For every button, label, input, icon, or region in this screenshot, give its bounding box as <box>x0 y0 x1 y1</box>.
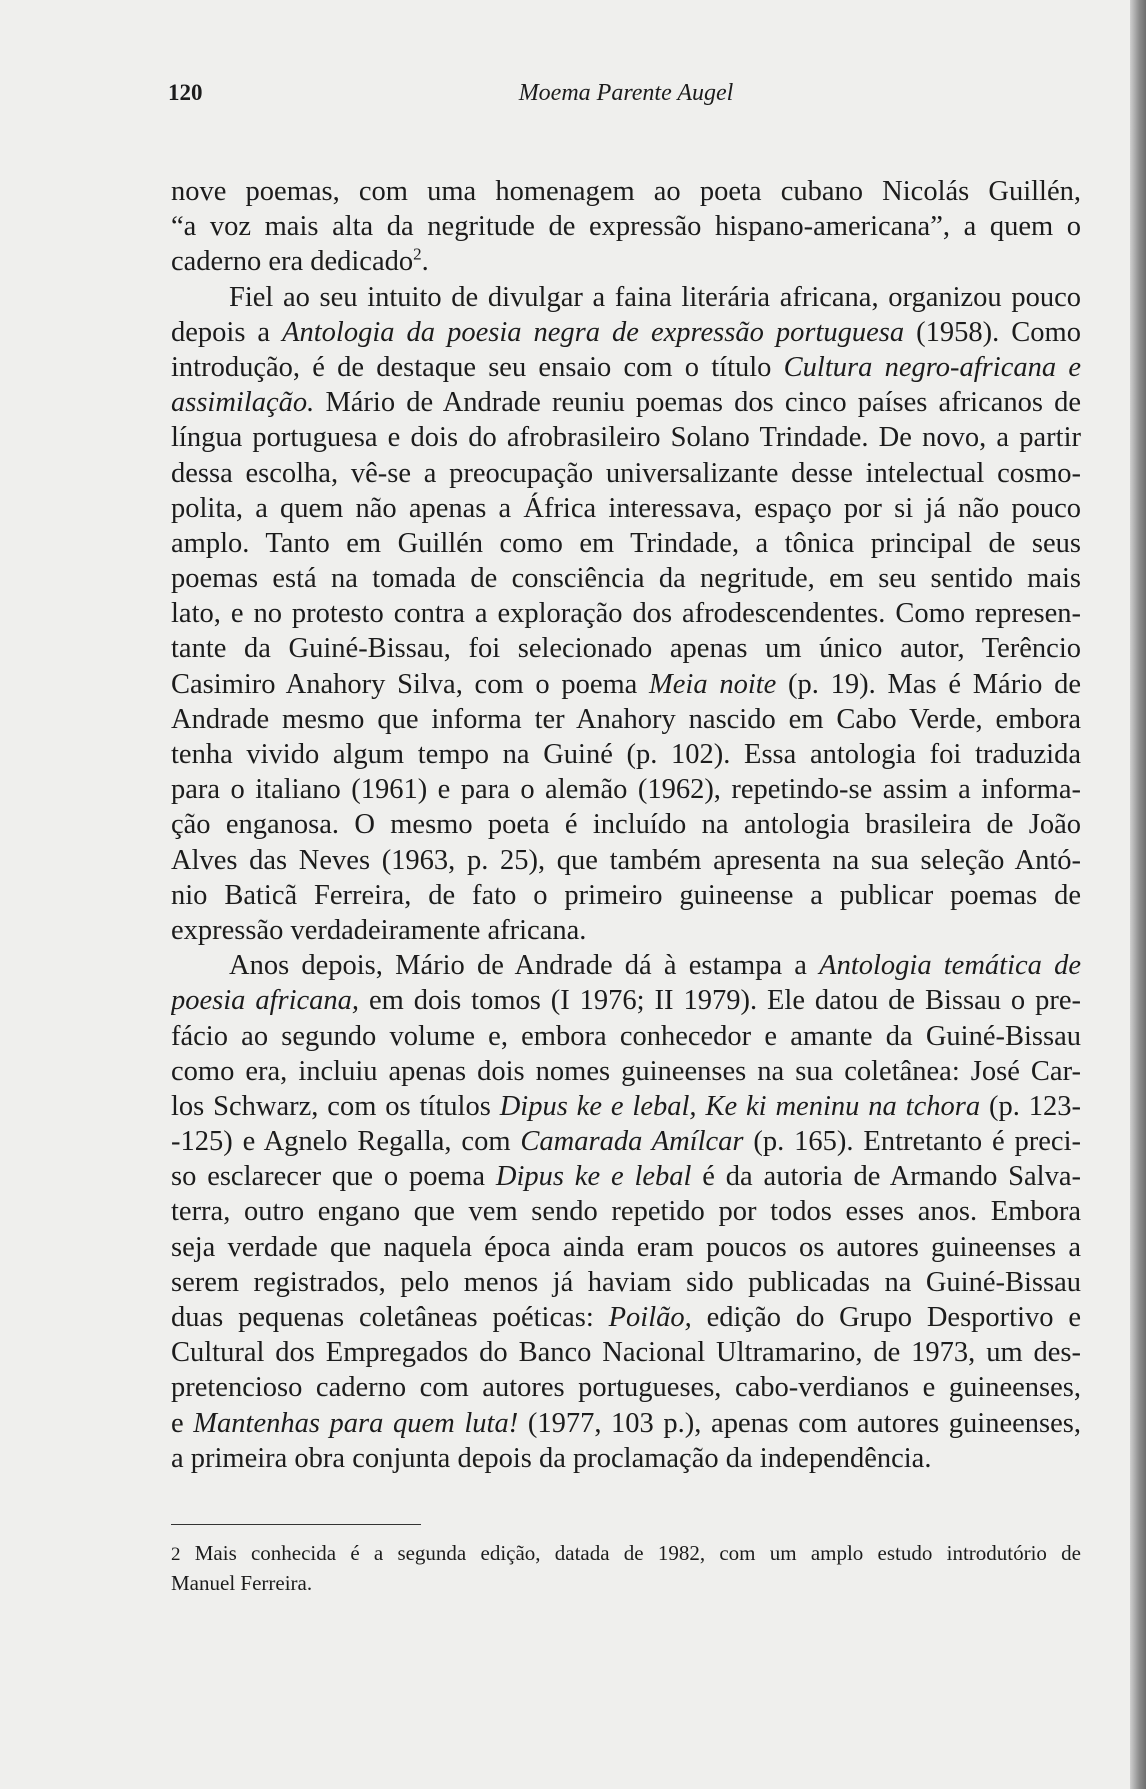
text-run: (p. 123- <box>980 1090 1081 1122</box>
text-line <box>171 1054 1081 1089</box>
text-line <box>171 1370 1081 1405</box>
text-line <box>171 631 1081 666</box>
footnote-reference: 2 <box>413 244 422 264</box>
text-run: língua portuguesa e dois do afrobrasileiro Solano Trindade. De novo, a partir <box>171 422 1081 454</box>
text-line <box>171 596 1081 631</box>
text-run: (1958). Como <box>904 316 1081 348</box>
text-line <box>171 456 1081 491</box>
text-line <box>171 807 1081 842</box>
text-line <box>171 1441 1081 1476</box>
text-line <box>171 1230 1081 1265</box>
text-run: introdução, é de destaque seu ensaio com o título <box>171 351 784 383</box>
text-line <box>171 561 1081 596</box>
text-run: Andrade mesmo que informa ter Anahory nascido em Cabo Verde, embora <box>171 703 1081 735</box>
text-line <box>171 983 1081 1018</box>
text-run: seja verdade que naquela época ainda eram poucos os autores guineenses a <box>171 1231 1081 1263</box>
italic-title: Dipus ke e lebal <box>495 1161 692 1193</box>
text-line <box>171 1124 1081 1159</box>
text-line <box>171 491 1081 526</box>
text-line <box>171 1406 1081 1441</box>
text-line <box>171 1300 1081 1335</box>
text-line <box>171 878 1081 913</box>
running-title: Moema Parente Augel <box>518 80 734 106</box>
italic-title: Poilão, <box>608 1302 692 1333</box>
text-run: lato, e no protesto contra a exploração dos afrodescendentes. Como represen- <box>171 598 1081 630</box>
footnote-line-2: Manuel Ferreira. <box>171 1571 313 1595</box>
text-run: los Schwarz, com os títulos <box>171 1090 500 1122</box>
text-line <box>171 1159 1081 1194</box>
text-run: Anos depois, Mário de Andrade dá à estampa a <box>229 950 820 982</box>
text-line <box>171 737 1081 772</box>
text-run: “a voz mais alta da negritude de expressão hispano-americana”, a quem o <box>171 211 1081 243</box>
text-run: nove poemas, com uma homenagem ao poeta cubano Nicolás Guillén, <box>171 176 1081 207</box>
text-run: poemas está na tomada de consciência da negritude, em seu sentido mais <box>171 563 1081 595</box>
text-line <box>171 350 1081 385</box>
italic-title: poesia africana, <box>171 985 360 1017</box>
italic-title: assimilação. <box>171 387 315 419</box>
text-run: e <box>171 1407 194 1439</box>
text-run: tante da Guiné-Bissau, foi selecionado apenas um único autor, Terêncio <box>171 633 1081 665</box>
text-line <box>171 913 1081 948</box>
italic-title: Antologia da poesia negra de expressão portuguesa <box>282 316 905 348</box>
italic-title: Cultura negro-africana e <box>783 351 1081 383</box>
footnote-marker: 2 <box>171 1544 181 1565</box>
text-run: a primeira obra conjunta depois da proclamação da independência. <box>171 1442 932 1474</box>
text-run: Alves das Neves (1963, p. 25), que também apresenta na sua seleção Antó- <box>171 844 1081 876</box>
footnote-rule <box>171 1524 421 1525</box>
text-run: para o italiano (1961) e para o alemão (1962), repetindo-se assim a informa- <box>171 774 1081 806</box>
text-line <box>171 174 1081 209</box>
text-run: Cultural dos Empregados do Banco Nacional Ultramarino, de 1973, um des- <box>171 1337 1081 1369</box>
body-text <box>171 174 1081 1476</box>
text-line <box>171 948 1081 983</box>
text-run: como era, incluiu apenas dois nomes guineenses na sua coletânea: José Car- <box>171 1055 1081 1087</box>
footnote <box>171 1539 1081 1598</box>
text-run: expressão verdadeiramente africana. <box>171 914 587 946</box>
text-line <box>171 280 1081 315</box>
footnote-line-1 <box>171 1539 1081 1569</box>
text-run: (p. 165). Entretanto é preci- <box>743 1126 1081 1158</box>
text-run: pretencioso caderno com autores portugueses, cabo-verdianos e guineenses, <box>171 1372 1081 1404</box>
text-run: tenha vivido algum tempo na Guiné (p. 102). Essa antologia foi traduzida <box>171 739 1081 770</box>
text-line <box>171 772 1081 807</box>
text-run: polita, a quem não apenas a África interessava, espaço por si já não pouco <box>171 492 1081 524</box>
text-run: nio Baticã Ferreira, de fato o primeiro guineense a publicar poemas de <box>171 879 1081 911</box>
italic-title: Antologia temática de <box>819 950 1081 982</box>
text-run: (1977, 103 p.), apenas com autores guineenses, <box>518 1407 1081 1439</box>
text-line <box>171 385 1081 420</box>
text-run: amplo. Tanto em Guillén como em Trindade, a tônica principal de seus <box>171 527 1081 559</box>
text-run: (p. 19). Mas é Mário de <box>776 668 1081 700</box>
text-line <box>171 1335 1081 1370</box>
text-run: dessa escolha, vê-se a preocupação universalizante desse intelectual cosmo- <box>171 457 1081 489</box>
footnote-text: Mais conhecida é a segunda edição, datada de 1982, com um amplo estudo introdutório de <box>180 1541 1081 1565</box>
text-line <box>171 209 1081 244</box>
text-run: fácio ao segundo volume e, embora conhecedor e amante da Guiné-Bissau <box>171 1020 1081 1052</box>
text-run: edição do Grupo Desportivo e <box>691 1302 1081 1333</box>
italic-title: Camarada Amílcar <box>520 1126 744 1158</box>
text-run: Mário de Andrade reuniu poemas dos cinco países africanos de <box>314 387 1081 419</box>
text-run: serem registrados, pelo menos já haviam sido publicadas na Guiné-Bissau <box>171 1266 1081 1298</box>
text-run: duas pequenas coletâneas poéticas: <box>171 1302 609 1333</box>
text-line <box>171 420 1081 455</box>
text-run: . <box>421 246 429 278</box>
text-run: Fiel ao seu intuito de divulgar a faina literária africana, organizou pouco <box>229 281 1081 313</box>
text-line <box>171 1019 1081 1054</box>
text-run: é da autoria de Armando Salva- <box>691 1161 1081 1193</box>
page-edge-shadow <box>1130 0 1146 1789</box>
text-run: caderno era dedicado <box>171 246 414 278</box>
text-run: so esclarecer que o poema <box>171 1161 496 1193</box>
text-line <box>171 1089 1081 1124</box>
text-line <box>171 315 1081 350</box>
text-run: em dois tomos (I 1976; II 1979). Ele datou de Bissau o pre- <box>359 985 1081 1017</box>
text-line <box>171 1194 1081 1229</box>
page-number: 120 <box>168 80 203 105</box>
text-line <box>171 1265 1081 1300</box>
text-line <box>171 244 1081 279</box>
text-run: Casimiro Anahory Silva, com o poema <box>171 668 650 700</box>
text-run: terra, outro engano que vem sendo repetido por todos esses anos. Embora <box>171 1196 1081 1228</box>
text-line <box>171 843 1081 878</box>
italic-title: Dipus ke e lebal, Ke ki meninu na tchora <box>499 1090 981 1122</box>
text-line <box>171 667 1081 702</box>
italic-title: Mantenhas para quem luta! <box>193 1407 519 1439</box>
text-run: -125) e Agnelo Regalla, com <box>171 1126 521 1158</box>
text-run: depois a <box>171 316 283 348</box>
italic-title: Meia noite <box>649 668 777 700</box>
text-line <box>171 702 1081 737</box>
text-line <box>171 526 1081 561</box>
text-run: ção enganosa. O mesmo poeta é incluído na antologia brasileira de João <box>171 809 1081 841</box>
